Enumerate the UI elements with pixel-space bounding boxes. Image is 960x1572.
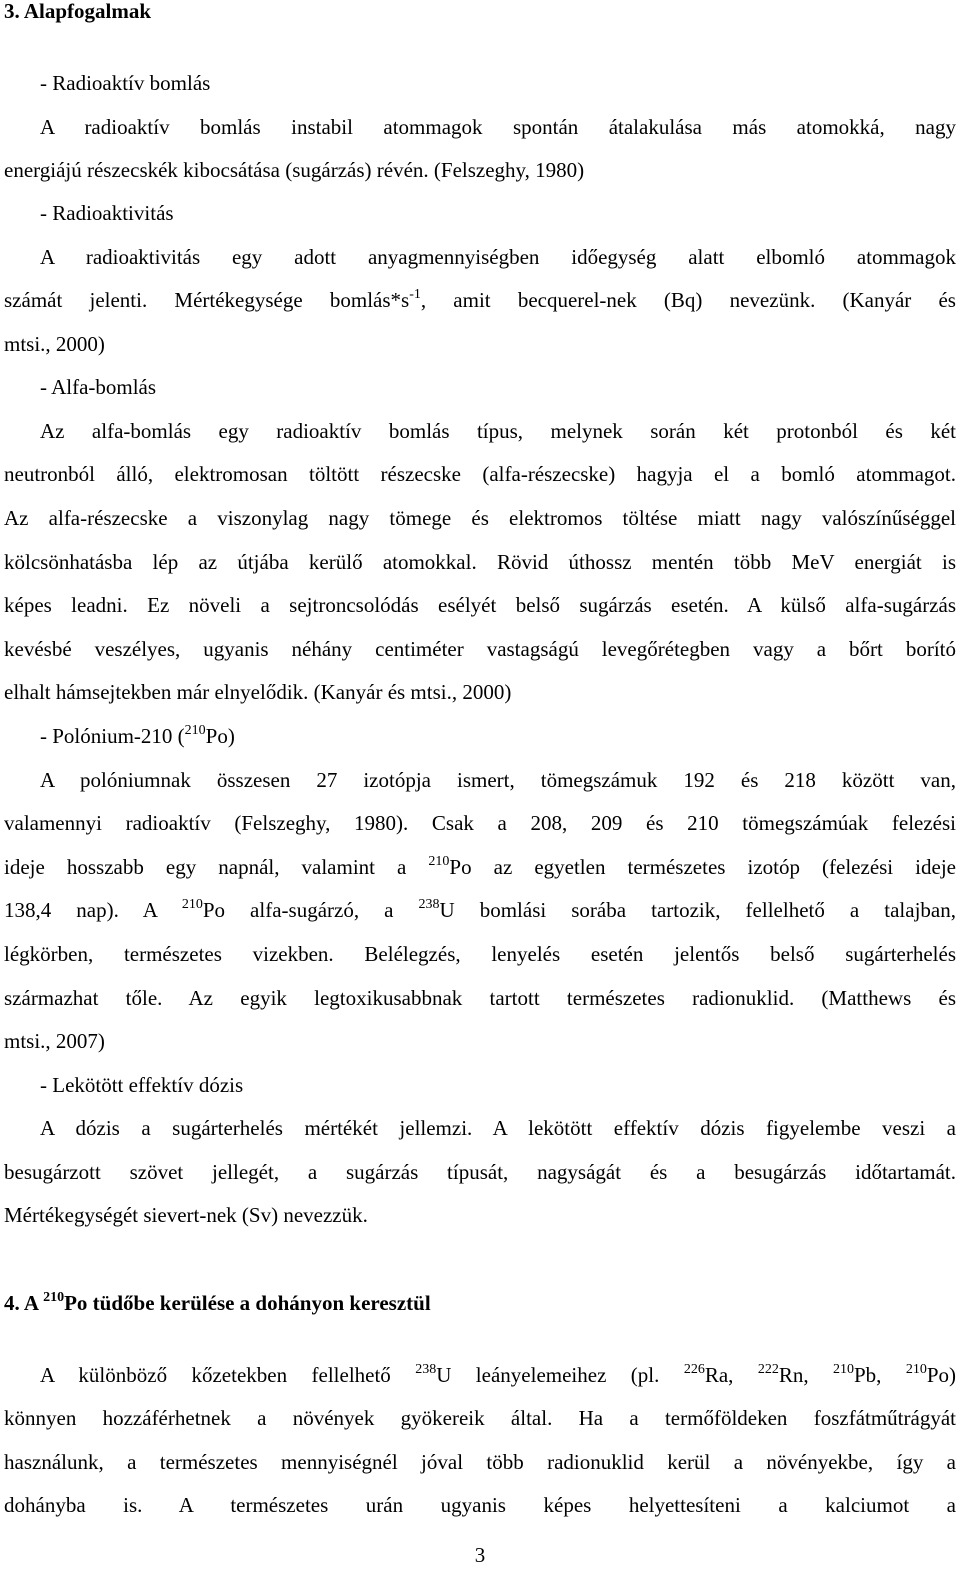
paragraph-line: származhat tőle. Az egyik legtoxikusabbnak tartott természetes radionuklid. (Matthews és xyxy=(4,986,956,1010)
paragraph-line: A radioaktív bomlás instabil atommagok spontán átalakulása más atomokká, nagy xyxy=(40,115,956,139)
paragraph-line: mtsi., 2007) xyxy=(4,1029,105,1053)
paragraph-line: A különböző kőzetekben fellelhető $^{238}$U leányelemeihez (pl. $^{226}$Ra, $^{222}$Rn, $^{210}$Pb, $^{210}$Po) xyxy=(40,1362,957,1387)
paragraph-line: Az alfa-bomlás egy radioaktív bomlás típus, melynek során két protonból és két xyxy=(40,419,956,443)
section-3-heading: 3. Alapfogalmak xyxy=(4,0,152,23)
term-polonium-210: - Polónium-210 ($^{210}$Po) xyxy=(40,723,235,748)
paragraph-line: kölcsönhatásba lép az útjába kerülő atomokkal. Rövid úthossz mentén több MeV energiát is xyxy=(4,550,956,574)
paragraph-line: Az alfa-részecske a viszonylag nagy tömege és elektromos töltése miatt nagy valószínűséggel xyxy=(4,506,956,530)
paragraph-line: kevésbé veszélyes, ugyanis néhány centiméter vastagságú levegőrétegben vagy a bőrt borító xyxy=(4,637,956,661)
paragraph-line: A radioaktivitás egy adott anyagmennyiségben időegység alatt elbomló atommagok xyxy=(40,245,956,269)
paragraph-line: könnyen hozzáférhetnek a növények gyökereik által. Ha a termőföldeken foszfátműtrágyát xyxy=(4,1406,956,1430)
section-4-heading: 4. A $^{210}$Po tüdőbe kerülése a dohányon keresztül xyxy=(4,1290,431,1315)
paragraph-line: A polóniumnak összesen 27 izotópja ismert, tömegszámuk 192 és 218 között van, xyxy=(40,768,956,792)
paragraph-line: használunk, a természetes mennyiségnél jóval több radionuklid kerül a növényekbe, így a xyxy=(4,1450,956,1474)
paragraph-line: neutronból álló, elektromosan töltött részecske (alfa-részecske) hagyja el a bomló atommagot. xyxy=(4,462,956,486)
page-number: 3 xyxy=(474,1543,486,1567)
paragraph-line: légkörben, természetes vizekben. Belélegzés, lenyelés esetén jelentős belső sugárterhelés xyxy=(4,942,956,966)
paragraph-line: 138,4 nap). A $^{210}$Po alfa-sugárzó, a $^{238}$U bomlási sorába tartozik, fellelhető a talajban, xyxy=(4,897,956,922)
term-committed-effective-dose: - Lekötött effektív dózis xyxy=(40,1073,244,1097)
paragraph-line: Mértékegységét sievert-nek (Sv) nevezzük. xyxy=(4,1203,368,1227)
paragraph-line: dohányba is. A természetes urán ugyanis képes helyettesíteni a kalciumot a xyxy=(4,1493,956,1517)
paragraph-line: besugárzott szövet jellegét, a sugárzás típusát, nagyságát és a besugárzás időtartamát. xyxy=(4,1160,956,1184)
paragraph-line: ideje hosszabb egy napnál, valamint a $^{210}$Po az egyetlen természetes izotóp (felezési ideje xyxy=(4,854,956,879)
paragraph-line: energiájú részecskék kibocsátása (sugárzás) révén. (Felszeghy, 1980) xyxy=(4,158,585,182)
paragraph-line: valamennyi radioaktív (Felszeghy, 1980). Csak a 208, 209 és 210 tömegszámúak felezési xyxy=(4,811,956,835)
paragraph-line: mtsi., 2000) xyxy=(4,332,105,356)
term-radioactivity: - Radioaktivitás xyxy=(40,201,174,225)
paragraph-line: A dózis a sugárterhelés mértékét jellemzi. A lekötött effektív dózis figyelembe veszi a xyxy=(40,1116,956,1140)
paragraph-line: képes leadni. Ez növeli a sejtroncsolódás esélyét belső sugárzás esetén. A külső alfa-sugárzás xyxy=(4,593,956,617)
paragraph-line: számát jelenti. Mértékegysége $bomlás*s^{-1}$, amit becquerel-nek (Bq) nevezünk. (Kanyár és xyxy=(4,287,956,312)
paragraph-line: elhalt hámsejtekben már elnyelődik. (Kanyár és mtsi., 2000) xyxy=(4,680,512,704)
term-radioactive-decay: - Radioaktív bomlás xyxy=(40,71,211,95)
term-alpha-decay: - Alfa-bomlás xyxy=(40,375,157,399)
